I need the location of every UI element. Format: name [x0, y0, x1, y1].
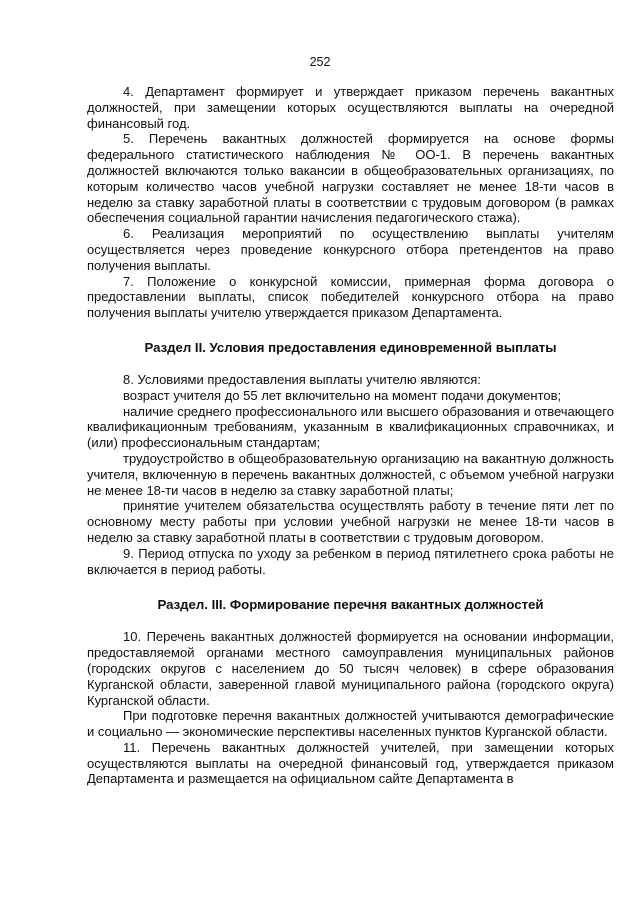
spacer [87, 321, 614, 340]
condition-employment: трудоустройство в общеобразовательную организацию на вакантную должность учителя, включенную в перечень вакантных должностей, с объемом учебной нагрузки не менее 18-ти часов в неделю за ставку заработной платы; [87, 450, 614, 498]
document-body [87, 84, 614, 787]
paragraph-6: 6. Реализация мероприятий по осуществлению выплаты учителям осуществляется через проведение конкурсного отбора претендентов на право получения выплаты. [87, 226, 614, 273]
condition-age: возраст учителя до 55 лет включительно на момент подачи документов; [123, 387, 562, 403]
section-3-title: Раздел. III. Формирование перечня вакантных должностей [157, 597, 544, 613]
spacer [87, 577, 614, 597]
paragraph-10: 10. Перечень вакантных должностей формируется на основании информации, предоставляемой органами местного самоуправления муниципальных районов (городских округов с населением до 50 тысяч человек) в сфере образования Курганской области, заверенной главой муниципального района (городского округа) Курганской области. [87, 629, 614, 708]
spacer [87, 356, 614, 372]
condition-obligation: принятие учителем обязательства осуществлять работу в течение пяти лет по основному месту работы при условии учебной нагрузки не менее 18-ти часов в неделю за ставку заработной платы в соответствии с трудовым договором. [87, 498, 614, 545]
paragraph-11: 11. Перечень вакантных должностей учителей, при замещении которых осуществляются выплаты на очередной финансовый год, утверждается приказом Департамента и размещается на официальном сайте Департамента в [87, 739, 614, 787]
paragraph-4: 4. Департамент формирует и утверждает приказом перечень вакантных должностей, при замещении которых осуществляются выплаты на очередной финансовый год. [87, 84, 614, 131]
paragraph-8: 8. Условиями предоставления выплаты учителю являются: [123, 371, 481, 387]
spacer [87, 613, 614, 629]
section-2-title: Раздел II. Условия предоставления единовременной выплаты [144, 339, 557, 355]
page-number: 252 [309, 55, 331, 69]
condition-education: наличие среднего профессионального или высшего образования и отвечающего квалификационным требованиям, указанным в квалификационных справочниках, и (или) профессиональным стандартам; [87, 403, 614, 451]
paragraph-9: 9. Период отпуска по уходу за ребенком в период пятилетнего срока работы не включается в период работы. [87, 545, 614, 577]
paragraph-5: 5. Перечень вакантных должностей формируется на основе формы федерального статистического наблюдения № ОО-1. В перечень вакантных должностей включаются только вакансии в общеобразовательных организациях, по которым количество часов учебной нагрузки составляет не менее 18-ти часов в неделю за ставку заработной платы в соответствии с трудовым договором (в рамках обеспечения социальной гарантии начисления педагогического стажа). [87, 131, 614, 226]
paragraph-10-note: При подготовке перечня вакантных должностей учитываются демографические и социально — экономические перспективы населенных пунктов Курганской области. [87, 708, 614, 740]
paragraph-7: 7. Положение о конкурсной комиссии, примерная форма договора о предоставлении выплаты, список победителей конкурсного отбора на право получения выплаты учителю утверждается приказом Департамента. [87, 273, 614, 321]
